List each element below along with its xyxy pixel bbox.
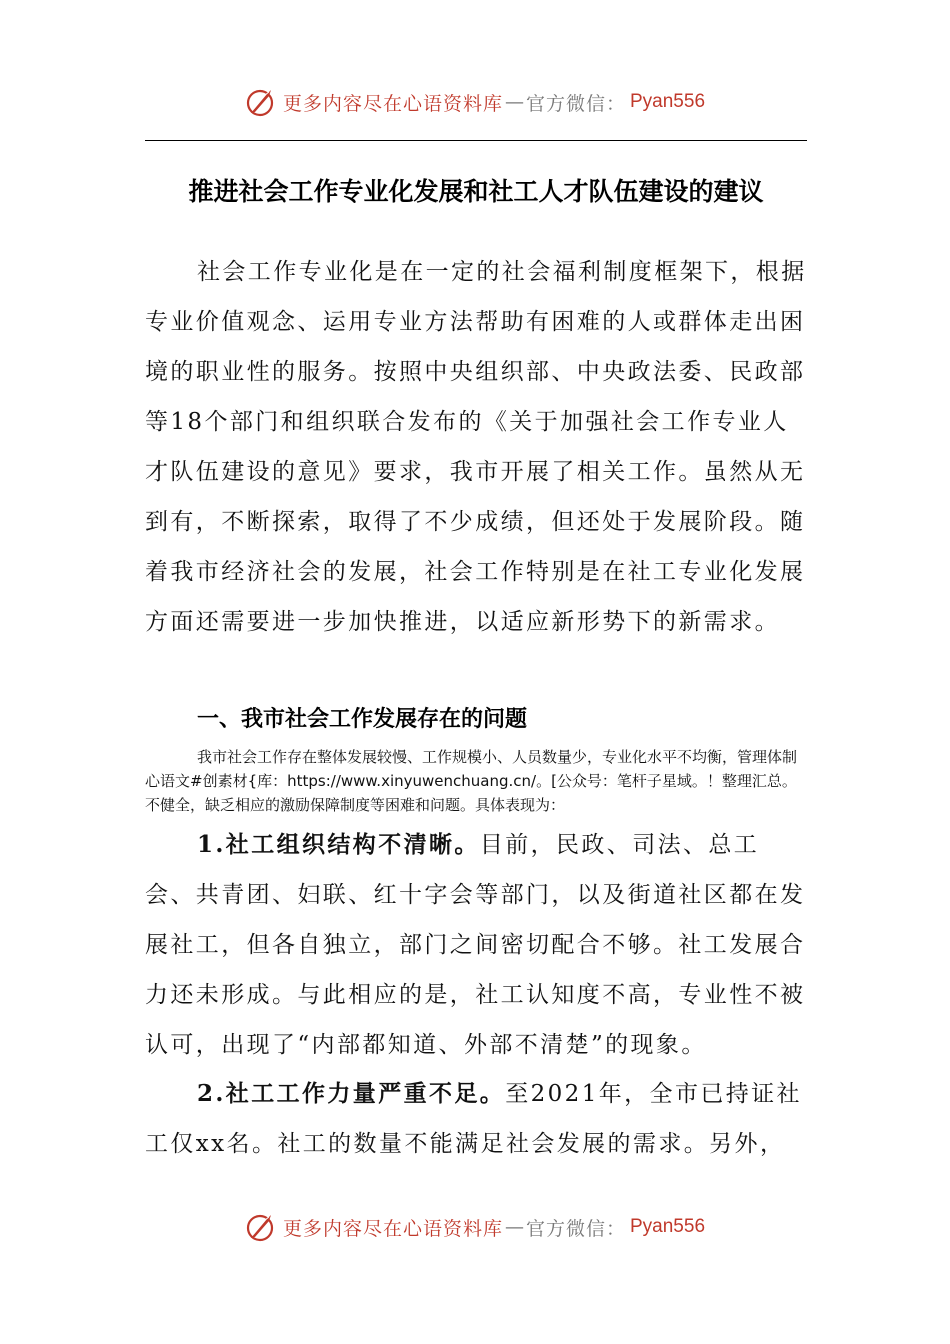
section-heading: 一、我市社会工作发展存在的问题 xyxy=(197,707,528,732)
list-item-1-text: 目前，民政、司法、总工会、共青团、妇联、红十字会等部门，以及街道社区都在发展社工，但各自独立，部门之间密切配合不够。社工发展合力还未形成。与此相应的是，社工认知度不高，专业性不被认可，出现了“内部都知道、外部不清楚”的现象。 xyxy=(145,832,806,1058)
banner-text: 更多内容尽在心语资料库 xyxy=(282,1217,503,1240)
header-divider xyxy=(145,140,807,141)
banner-label: 官方微信： xyxy=(525,92,626,115)
quill-logo-icon xyxy=(245,86,277,118)
quill-logo-icon xyxy=(245,1211,277,1243)
list-item-2 xyxy=(145,1069,809,1169)
list-item-1 xyxy=(145,820,809,1070)
banner-separator: — xyxy=(504,1216,524,1238)
banner-text: 更多内容尽在心语资料库 xyxy=(282,92,503,115)
banner-separator: — xyxy=(504,91,524,113)
page-title: 推进社会工作专业化发展和社工人才队伍建设的建议 xyxy=(188,177,764,206)
footer-banner xyxy=(0,1205,950,1249)
banner-wechat-id: Pyan556 xyxy=(630,1216,706,1237)
list-item-2-lead: 2.社工工作力量严重不足。 xyxy=(197,1080,506,1107)
banner-wechat-id: Pyan556 xyxy=(630,91,706,112)
banner-label: 官方微信： xyxy=(525,1217,626,1240)
section-note: 我市社会工作存在整体发展较慢、工作规模小、人员数量少，专业化水平不均衡，管理体制心语文#创素材{库：https://www.xinyuwenchuang.cn/。[公众号：笔杆子星域。！整理汇总。不健全，缺乏相应的激励保障制度等困难和问题。具体表现为： xyxy=(145,748,798,814)
intro-paragraph: 社会工作专业化是在一定的社会福利制度框架下，根据专业价值观念、运用专业方法帮助有困难的人或群体走出困境的职业性的服务。按照中央组织部、中央政法委、民政部等18个部门和组织联合发布的《关于加强社会工作专业人才队伍建设的意见》要求，我市开展了相关工作。虽然从无到有，不断探索，取得了不少成绩，但还处于发展阶段。随着我市经济社会的发展，社会工作特别是在社工专业化发展方面还需要进一步加快推进，以适应新形势下的新需求。 xyxy=(145,259,807,635)
header-banner xyxy=(0,80,950,124)
list-item-1-lead: 1.社工组织结构不清晰。 xyxy=(197,831,480,858)
list-item-2-text: 至2021年，全市已持证社工仅xx名。社工的数量不能满足社会发展的需求。另外， xyxy=(145,1081,802,1157)
